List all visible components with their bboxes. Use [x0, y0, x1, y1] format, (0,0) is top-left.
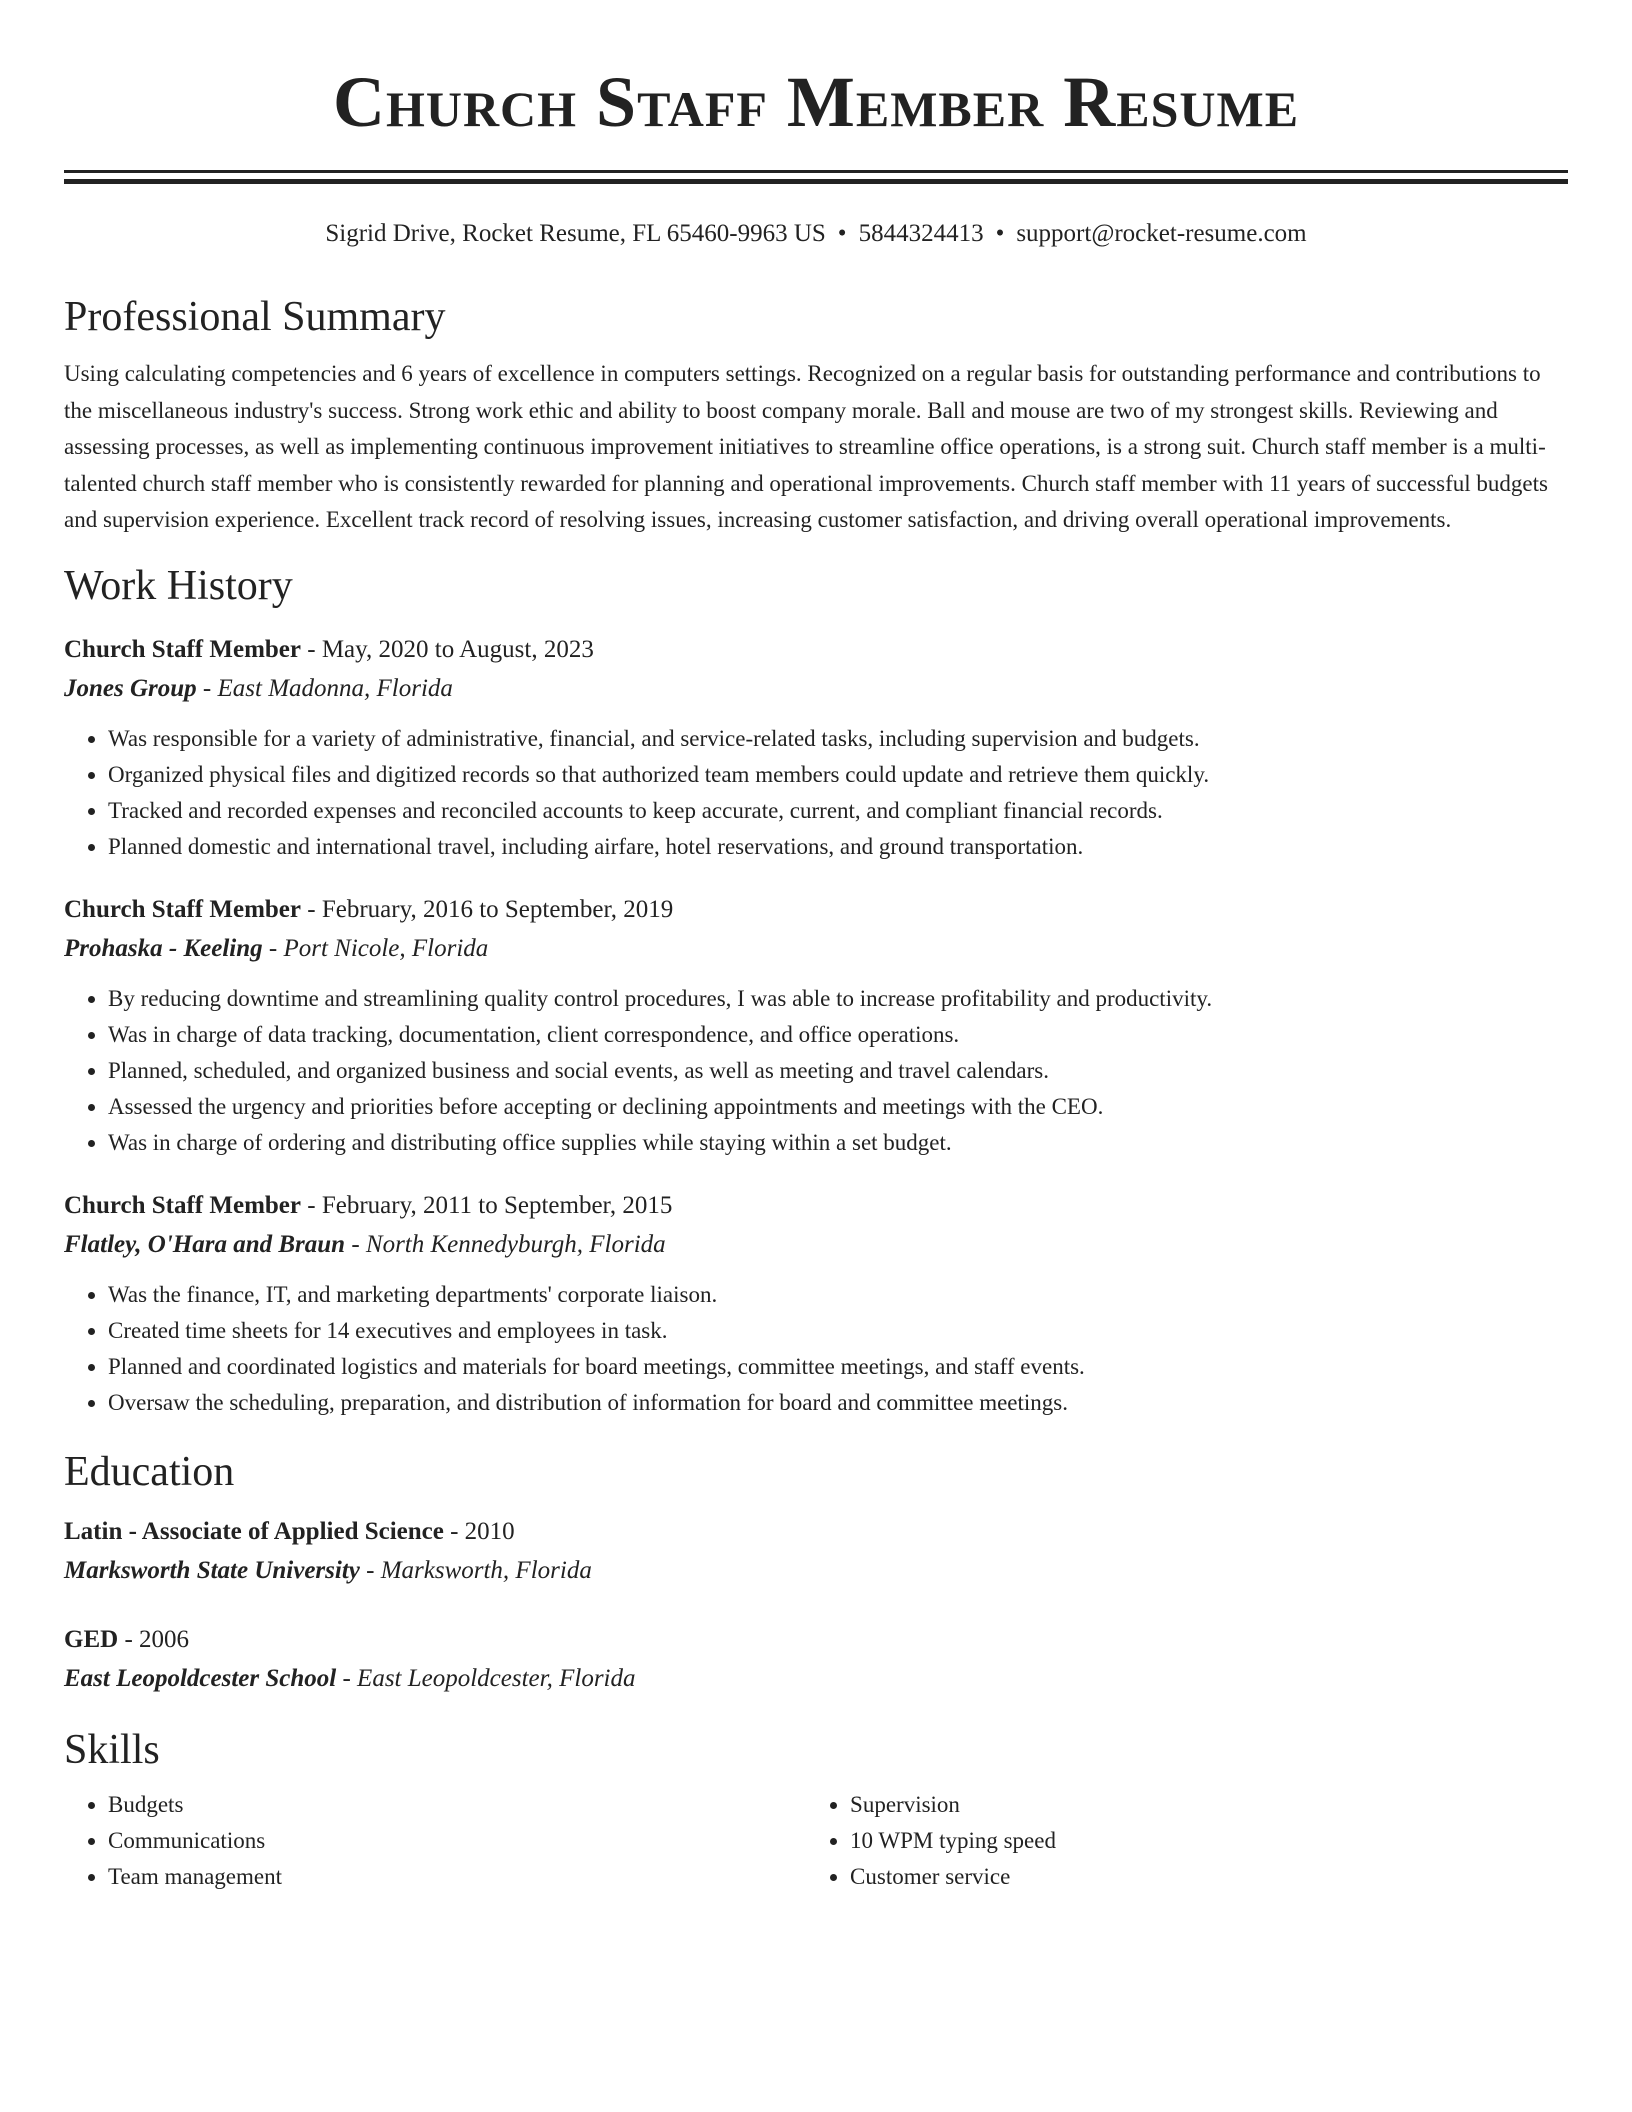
education-heading: Education [64, 1448, 235, 1495]
job-header [64, 891, 1568, 929]
skills-heading: Skills [64, 1726, 160, 1773]
job-employer [64, 929, 1568, 969]
contact-line [64, 218, 1568, 250]
skills-list [64, 1787, 1568, 1895]
job-entry [64, 631, 1568, 865]
job-duty: • Was in charge of ordering and distributing office supplies while staying within a set budget. [108, 1125, 1568, 1161]
job-company: Jones Group [64, 674, 197, 702]
title-divider-thin [64, 170, 1568, 173]
education-school: East Leopoldcester School [64, 1664, 337, 1692]
job-entry [64, 891, 1568, 1161]
job-role: Church Staff Member [64, 635, 301, 663]
education-school: Marksworth State University [64, 1556, 360, 1584]
skill-item: • Customer service [850, 1859, 1568, 1895]
job-duty: • Tracked and recorded expenses and reconciled accounts to keep accurate, current, and compliant financial records. [108, 793, 1568, 829]
job-duty: • Organized physical files and digitized records so that authorized team members could update and retrieve them quickly. [108, 757, 1568, 793]
job-entry [64, 1187, 1568, 1421]
title-divider-thick [64, 179, 1568, 184]
education-year: - 2010 [443, 1517, 515, 1545]
contact-separator: • [995, 220, 1005, 247]
job-duty: • Planned domestic and international travel, including airfare, hotel reservations, and ground transportation. [108, 829, 1568, 865]
job-header [64, 631, 1568, 669]
contact-separator: • [837, 220, 847, 247]
job-duty: • Was the finance, IT, and marketing departments' corporate liaison. [108, 1277, 1568, 1313]
education-entry [64, 1513, 1568, 1591]
skill-item: • Team management [108, 1859, 806, 1895]
job-role: Church Staff Member [64, 1191, 301, 1219]
resume-title: Church Staff Member Resume [332, 62, 1300, 142]
education-location: - East Leopoldcester, Florida [336, 1664, 636, 1692]
skill-item: • Communications [108, 1823, 806, 1859]
job-duty: • Was responsible for a variety of administrative, financial, and service-related tasks, including supervision and budgets. [108, 721, 1568, 757]
job-duty: • Planned and coordinated logistics and materials for board meetings, committee meetings, and staff events. [108, 1349, 1568, 1385]
education-institution [64, 1659, 1568, 1699]
job-duty: • By reducing downtime and streamlining quality control procedures, I was able to increase profitability and productivity. [108, 981, 1568, 1017]
education-header [64, 1513, 1568, 1551]
job-dates: - February, 2016 to September, 2019 [301, 895, 674, 923]
job-company: Flatley, O'Hara and Braun [64, 1230, 346, 1258]
summary-text: Using calculating competencies and 6 years of excellence in computers settings. Recognized on a regular basis for outstanding performance and contributions to the miscellaneous industry's success. Strong work ethic and ability to boost company morale. Ball and mouse are two of my strongest skills. Reviewing and assessing processes, as well as implementing continuous improvement initiatives to streamline office operations, is a strong suit. Church staff member is a multi-talented church staff member who is consistently rewarded for planning and operational improvements. Church staff member with 11 years of successful budgets and supervision experience. Excellent track record of resolving issues, increasing customer satisfaction, and driving overall operational improvements. [64, 361, 1548, 532]
skill-item: • Budgets [108, 1787, 806, 1823]
job-duties [64, 721, 1568, 865]
summary-heading: Professional Summary [64, 294, 446, 340]
education-year: - 2006 [118, 1625, 190, 1653]
job-dates: - February, 2011 to September, 2015 [301, 1191, 673, 1219]
education-location: - Marksworth, Florida [359, 1556, 592, 1584]
contact-email: support@rocket-resume.com [1016, 220, 1307, 247]
job-duty: • Assessed the urgency and priorities before accepting or declining appointments and meetings with the CEO. [108, 1089, 1568, 1125]
job-location: - North Kennedyburgh, Florida [345, 1230, 666, 1258]
job-location: - Port Nicole, Florida [262, 934, 489, 962]
skill-item: • Supervision [850, 1787, 1568, 1823]
education-entry [64, 1621, 1568, 1699]
job-duty: • Oversaw the scheduling, preparation, and distribution of information for board and committee meetings. [108, 1385, 1568, 1421]
job-duty: • Was in charge of data tracking, documentation, client correspondence, and office operations. [108, 1017, 1568, 1053]
job-employer [64, 669, 1568, 709]
education-degree: Latin - Associate of Applied Science [64, 1517, 444, 1545]
job-duty: • Planned, scheduled, and organized business and social events, as well as meeting and travel calendars. [108, 1053, 1568, 1089]
skills-column-right [806, 1787, 1568, 1895]
contact-address: Sigrid Drive, Rocket Resume, FL 65460-9963 US [325, 220, 826, 247]
job-location: - East Madonna, Florida [196, 674, 453, 702]
job-company: Prohaska - Keeling [64, 934, 263, 962]
education-degree: GED [64, 1625, 119, 1653]
job-duties [64, 1277, 1568, 1421]
job-employer [64, 1225, 1568, 1265]
job-role: Church Staff Member [64, 895, 301, 923]
education-header [64, 1621, 1568, 1659]
job-duty: • Created time sheets for 14 executives and employees in task. [108, 1313, 1568, 1349]
contact-phone: 5844324413 [858, 220, 984, 247]
job-header [64, 1187, 1568, 1225]
job-duties [64, 981, 1568, 1161]
job-dates: - May, 2020 to August, 2023 [301, 635, 594, 663]
skills-column-left [64, 1787, 806, 1895]
education-institution [64, 1551, 1568, 1591]
work-history-heading: Work History [64, 562, 293, 609]
skill-item: • 10 WPM typing speed [850, 1823, 1568, 1859]
